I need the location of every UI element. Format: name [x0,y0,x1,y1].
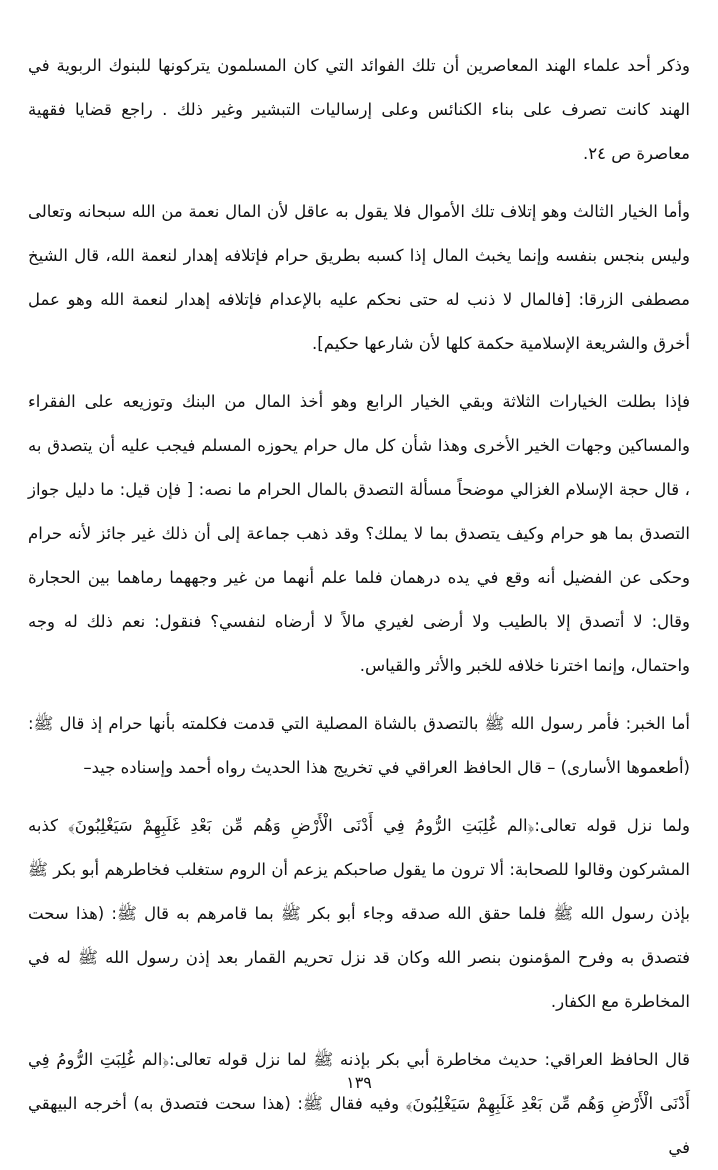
paragraph-interest-india: وذكر أحد علماء الهند المعاصرين أن تلك الفوائد التي كان المسلمون يتركونها للبنوك الربوية في الهند كانت تصرف على بناء الكنائس وعلى إرساليات التبشير وغير ذلك . راجع قضايا فقهية معاصرة ص ٢٤. [28,56,690,163]
page-number: ١٣٩ [346,1073,372,1092]
paragraph-iraqi-note: قال الحافظ العراقي: حديث مخاطرة أبي بكر بإذنه ﷺ لما نزل قوله تعالى:﴿الم غُلِبَتِ الرُّومُ فِي أَدْنَى الْأَرْضِ وَهُم مِّن بَعْدِ غَلَبِهِمْ سَيَغْلِبُونَ﴾ وفيه فقال ﷺ: (هذا سحت فتصدق به) أخرجه البيهقي في [28,1050,690,1157]
paragraph-khabar: أما الخبر: فأمر رسول الله ﷺ بالتصدق بالشاة المصلية التي قدمت فكلمته بأنها حرام إذ قال ﷺ: (أطعموها الأسارى) – قال الحافظ العراقي في تخريج هذا الحديث رواه أحمد وإسناده جيد– [28,714,690,777]
paragraph-romans-verse: ولما نزل قوله تعالى:﴿الم غُلِبَتِ الرُّومُ فِي أَدْنَى الْأَرْضِ وَهُم مِّن بَعْدِ غَلَبِهِمْ سَيَغْلِبُونَ﴾ كذبه المشركون وقالوا للصحابة: ألا ترون ما يقول صاحبكم يزعم أن الروم ستغلب فخاطرهم أبو بكر ﷺ بإذن رسول الله ﷺ فلما حقق الله صدقه وجاء أبو بكر ﷺ بما قامرهم به قال ﷺ: (هذا سحت فتصدق به وفرح المؤمنون بنصر الله وكان قد نزل تحريم القمار بعد إذن رسول الله ﷺ له في المخاطرة مع الكفار. [28,816,690,1011]
paragraph-fourth-option: فإذا بطلت الخيارات الثلاثة وبقي الخيار الرابع وهو أخذ المال من البنك وتوزيعه على الفقراء والمساكين وجهات الخير الأخرى وهذا شأن كل مال حرام يحوزه المسلم فيجب عليه أن يتصدق به ، قال حجة الإسلام الغزالي موضحاً مسألة التصدق بالمال الحرام ما نصه: [ فإن قيل: ما دليل جواز التصدق بما هو حرام وكيف يتصدق بما لا يملك؟ وقد ذهب جماعة إلى أن ذلك غير جائز لأنه حرام وحكى عن الفضيل أنه وقع في يده درهمان فلما علم أنهما من غير وجههما رماهما بين الحجارة وقال: لا أتصدق إلا بالطيب ولا أرضى لغيري مالاً لا أرضاه لنفسي؟ فنقول: نعم ذلك له وجه واحتمال، وإنما اخترنا خلافه للخبر والأثر والقياس. [28,392,690,675]
paragraph-third-option: وأما الخيار الثالث وهو إتلاف تلك الأموال فلا يقول به عاقل لأن المال نعمة من الله سبحانه وتعالى وليس بنجس بنفسه وإنما يخبث المال إذا كسبه بطريق حرام فإتلافه إهدار لنعمة الله، قال الشيخ مصطفى الزرقا: [فالمال لا ذنب له حتى نحكم عليه بالإعدام فإتلافه إهدار لنعمة الله وهو عمل أخرق والشريعة الإسلامية حكمة كلها لأن شارعها حكيم]. [28,202,690,353]
